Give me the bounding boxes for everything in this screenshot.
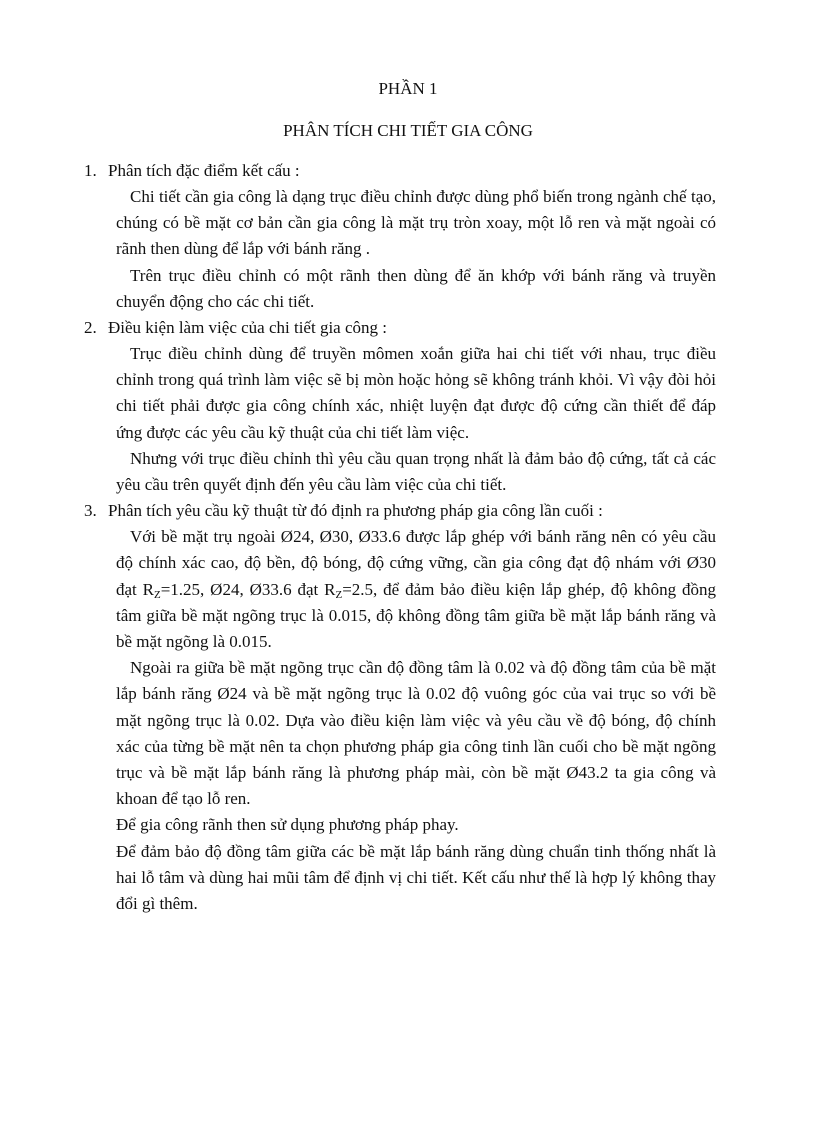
section-heading-text: Điều kiện làm việc của chi tiết gia công : — [108, 318, 387, 338]
paragraph-text: Trên trục điều chỉnh có một rãnh then dùng để ăn khớp với bánh răng và truyền chuyển động cho các chi tiết. — [116, 265, 716, 311]
paragraph — [0, 341, 816, 446]
paragraph — [0, 263, 816, 315]
document-content — [0, 158, 816, 917]
paragraph — [0, 184, 816, 263]
section-heading — [0, 315, 816, 341]
section-heading — [0, 498, 816, 524]
section-number: 3. — [84, 501, 97, 521]
paragraph-text: Ngoài ra giữa bề mặt ngõng trục cần độ đồng tâm là 0.02 và độ đồng tâm của bề mặt lắp bánh răng Ø24 và bề mặt ngõng trục là 0.02 độ vuông góc của vai trục so với bề mặt ngõng trục là 0.02. Dựa vào điều kiện làm việc và yêu cầu về độ bóng, độ chính xác của từng bề mặt nên ta chọn phương pháp gia công tinh lần cuối cho bề mặt ngõng trục và bề mặt lắp bánh răng là phương pháp mài, còn bề mặt Ø43.2 ta gia công và khoan để tạo lỗ ren. — [116, 658, 716, 809]
paragraph — [0, 812, 816, 838]
paragraph-text: Với bề mặt trụ ngoài Ø24, Ø30, Ø33.6 được lắp ghép với bánh răng nên có yêu cầu độ chính xác cao, độ bền, độ bóng, độ cứng vững, cần gia công đạt độ nhám với Ø30 đạt R — [116, 527, 716, 599]
paragraph-text: Chi tiết cần gia công là dạng trục điều chỉnh được dùng phổ biến trong ngành chế tạo, chúng có bề mặt cơ bản cần gia công là mặt trụ tròn xoay, một lỗ ren và mặt ngoài có rãnh then dùng để lắp với bánh răng . — [116, 187, 716, 259]
paragraph-text: Nhưng với trục điều chỉnh thì yêu cầu quan trọng nhất là đảm bảo độ cứng, tất cả các yêu cầu trên quyết định đến yêu cầu làm việc của chi tiết. — [116, 448, 716, 495]
section-number: 2. — [84, 318, 97, 338]
paragraph-text: Trục điều chỉnh dùng để truyền mômen xoắn giữa hai chi tiết với nhau, trục điều chỉnh trong quá trình làm việc sẽ bị mòn hoặc hỏng sẽ không tránh khỏi. Vì vậy đòi hỏi chi tiết phải được gia công chính xác, nhiệt luyện đạt được độ cứng cần thiết để đáp ứng được các yêu cầu kỹ thuật của chi tiết làm việc. — [116, 344, 716, 442]
paragraph-text: Để đảm bảo độ đồng tâm giữa các bề mặt lắp bánh răng dùng chuẩn tinh thống nhất là hai lỗ tâm và dùng hai mũi tâm để định vị chi tiết. Kết cấu như thế là hợp lý không thay đổi gì thêm. — [116, 841, 716, 914]
paragraph — [0, 446, 816, 498]
paragraph-text: =2.5, để đảm bảo điều kiện lắp ghép, độ không đồng tâm giữa bề mặt ngõng trục là 0.015, độ không đồng tâm giữa bề mặt lắp bánh răng và bề mặt ngõng là 0.015. — [116, 579, 716, 652]
paragraph — [0, 524, 816, 655]
part-label: PHẦN 1 — [378, 79, 438, 98]
section-2 — [0, 315, 816, 498]
document-title: PHÂN TÍCH CHI TIẾT GIA CÔNG — [283, 121, 533, 140]
section-number: 1. — [84, 161, 97, 180]
paragraph — [0, 839, 816, 918]
paragraph-text: Để gia công rãnh then sử dụng phương pháp phay. — [116, 815, 459, 835]
subscript: Z — [153, 588, 161, 601]
section-heading-text: Phân tích yêu cầu kỹ thuật từ đó định ra phương pháp gia công lần cuối : — [108, 501, 603, 521]
paragraph-text: =1.25, Ø24, Ø33.6 đạt R — [160, 579, 336, 599]
section-3 — [0, 498, 816, 917]
section-heading-text: Phân tích đặc điểm kết cấu : — [108, 161, 300, 180]
paragraph — [0, 655, 816, 812]
section-1 — [0, 158, 816, 315]
subscript: Z — [335, 588, 343, 601]
section-heading — [0, 158, 816, 184]
